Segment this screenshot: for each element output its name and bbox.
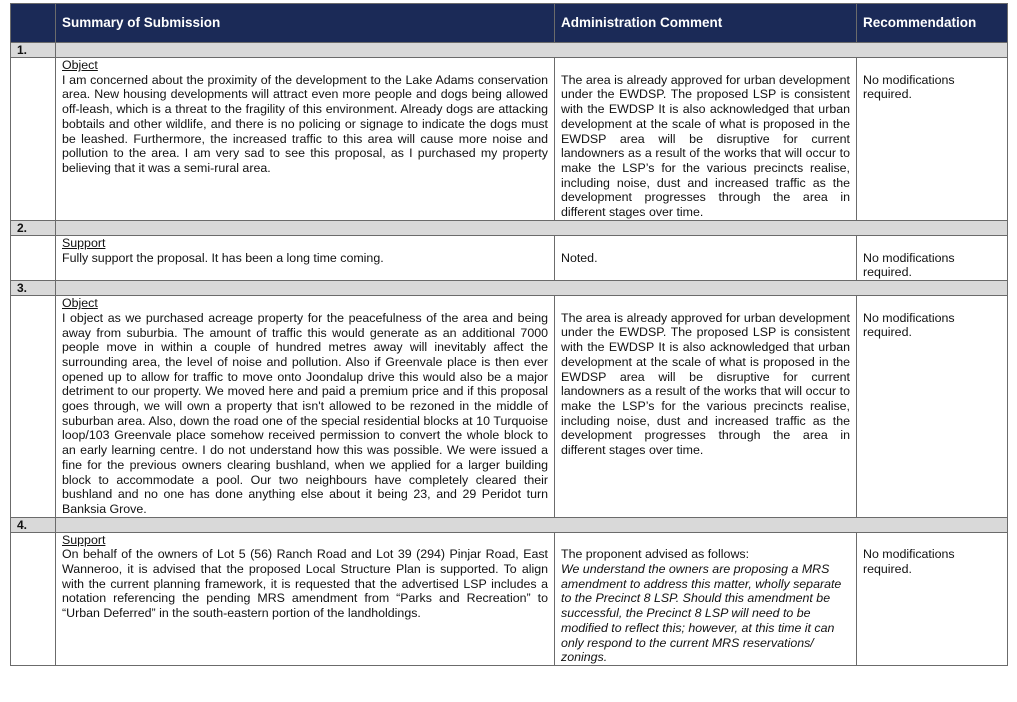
recommendation: [857, 236, 1008, 281]
header-number: [11, 4, 56, 43]
administration-comment: [555, 296, 857, 518]
row-number-bar: [11, 43, 1008, 58]
submission-type: Support: [62, 236, 106, 250]
submission-summary: [56, 296, 555, 518]
row-number: 1.: [11, 43, 56, 58]
row-number-bar: [11, 221, 1008, 236]
table-row: [11, 58, 1008, 221]
submission-text: On behalf of the owners of Lot 5 (56) Ranch Road and Lot 39 (294) Pinjar Road, East Wanneroo, it is advised that the proposed Local Structure Plan is supported. To align with the current planning framework, it is requested that the advertised LSP includes a notation referencing the pending MRS amendment from “Parks and Recreation” to “Urban Deferred” in the south-eastern portion of the landholdings.: [62, 547, 548, 621]
header-row: [11, 4, 1008, 43]
submission-type: Object: [62, 296, 98, 311]
submission-type: Support: [62, 532, 106, 547]
comment-text: The area is already approved for urban development under the EWDSP. The proposed LSP is consistent with the EWDSP It is also acknowledged that urban development at the scale of what is proposed in the EWDSP area will be disruptive for current landowners as a result of the works that will occur to make the LSP’s for the various precincts realise, including noise, dust and increased traffic as the development progresses through the area in different stages over time.: [561, 72, 850, 220]
comment-text: The proponent advised as follows:: [561, 547, 750, 562]
row-number-bar: [11, 281, 1008, 296]
submission-summary: [56, 236, 555, 281]
row-number: 3.: [11, 281, 56, 296]
header-recommendation: Recommendation: [857, 4, 1008, 43]
recommendation: [857, 296, 1008, 518]
comment-text: The area is already approved for urban development under the EWDSP. The proposed LSP is consistent with the EWDSP It is also acknowledged that urban development at the scale of what is proposed in the EWDSP area will be disruptive for current landowners as a result of the works that will occur to make the LSP’s for the various precincts realise, including noise, dust and increased traffic as the development progresses through the area in different stages over time.: [561, 310, 850, 458]
submission-summary: [56, 532, 555, 665]
submission-summary: [56, 58, 555, 221]
comment-text: Noted.: [561, 250, 598, 265]
submission-text: I object as we purchased acreage property for the peacefulness of the area and being away from suburbia. The amount of traffic this would generate as an additional 7000 people move in within a couple of hundred metres away will inevitably affect the surrounding area, the level of noise and pollution. Also if Greenvale place is then ever opened up to allow for traffic to move onto Joondalup drive this would also be a major detriment to our property. We moved here and paid a premium price and if this proposal goes through, we will own a property that isn't allowed to be rezoned in the middle of suburban area. Also, down the road one of the special residential blocks at 10 Turquoise loop/103 Greenvale place somehow received permission to convert the whole block to an early learning centre. I do not understand how this was possible. We were issued a fine for the previous owners clearing bushland, when we applied for a larger building block to accommodate a pool. Our two neighbours have completely cleared their bushland and no one has done anything else about it being 23, and 29 Peridot turn Banksia Grove.: [62, 310, 548, 516]
header-comment: Administration Comment: [555, 4, 857, 43]
row-number: 4.: [11, 517, 56, 532]
recommendation-text: No modifications required.: [863, 310, 955, 340]
table-row: [11, 532, 1008, 665]
table-row: [11, 296, 1008, 518]
row-number: 2.: [11, 221, 56, 236]
submissions-table: [10, 3, 1008, 666]
administration-comment: [555, 236, 857, 281]
administration-comment: [555, 532, 857, 665]
administration-comment: [555, 58, 857, 221]
recommendation: [857, 532, 1008, 665]
recommendation-text: No modifications required.: [863, 72, 955, 102]
comment-quote: We understand the owners are proposing a MRS amendment to address this matter, wholly separate to the Precinct 8 LSP. Should this amendment be successful, the Precinct 8 LSP will need to be modified to reflect this; however, at this time it can only respond to the current MRS reservations/ zonings.: [561, 562, 842, 665]
submission-type: Object: [62, 58, 98, 72]
submission-text: I am concerned about the proximity of the development to the Lake Adams conservation area. New housing developments will attract even more people and dogs being allowed off-leash, which is a threat to the fragility of this environment. Already dogs are attacking bobtails and other wildlife, and there is no policing or signage to indicate the dogs must be leashed. Furthermore, the increased traffic to this area will cause more noise and pollution to the area. I am very sad to see this proposal, as I purchased my property believing that it was a semi-rural area.: [62, 72, 548, 175]
recommendation-text: No modifications required.: [863, 547, 955, 577]
row-number-bar: [11, 517, 1008, 532]
table-row: [11, 236, 1008, 281]
header-summary: Summary of Submission: [56, 4, 555, 43]
recommendation: [857, 58, 1008, 221]
submission-text: Fully support the proposal. It has been a long time coming.: [62, 250, 384, 265]
recommendation-text: No modifications required.: [863, 250, 955, 280]
